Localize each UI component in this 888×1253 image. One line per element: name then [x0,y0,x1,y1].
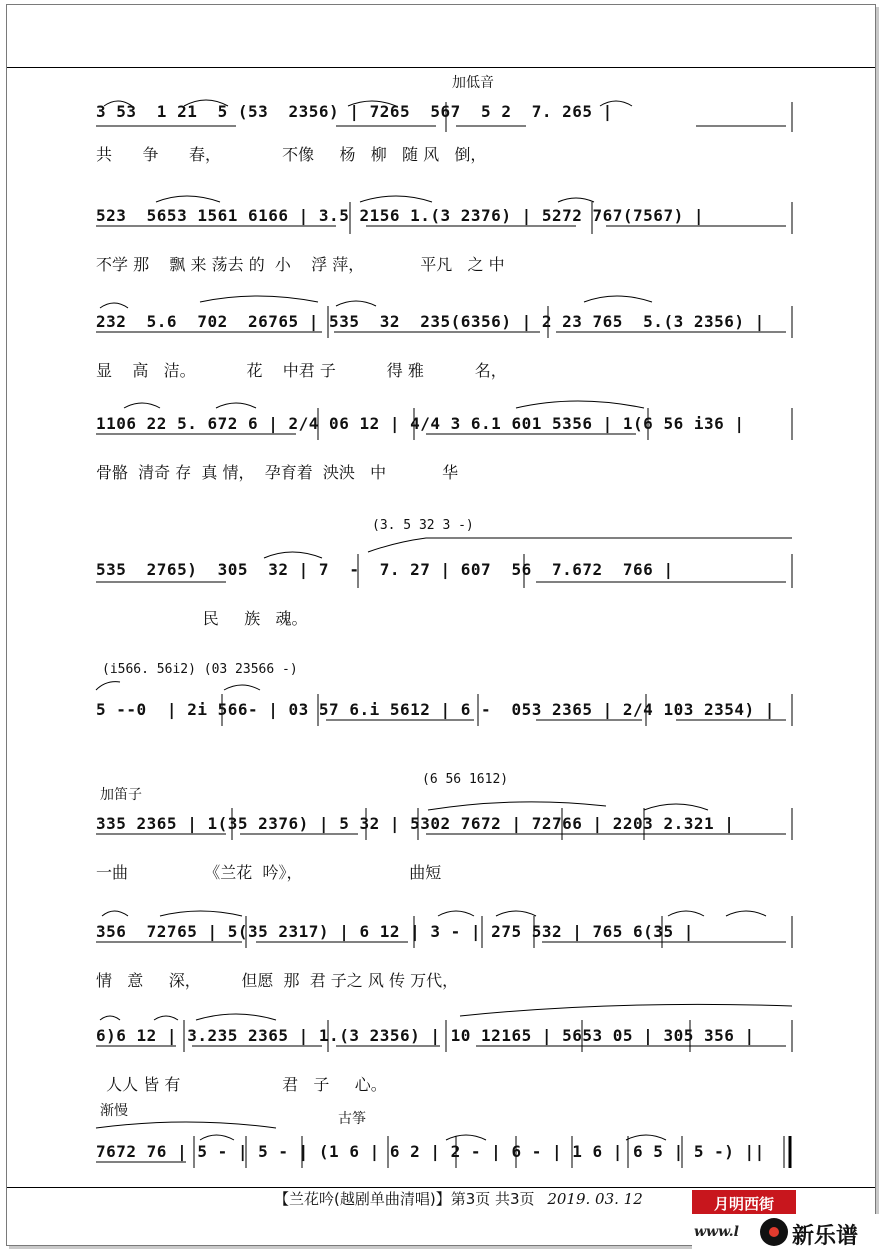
music-system-9 [96,1010,796,1094]
system-8-lyrics: 情 意 深， 但愿 那 君 子之 风 传 万代， [96,971,459,990]
footer-logo: 月明西街 [692,1190,796,1218]
system-3-notes: 232 5.6 702 26765 | 535 32 235(6356) | 2 23 765 5.(3 2356) | [96,312,765,331]
annotation-bass-voice: 加低音 [452,75,494,91]
system-8-notes: 356 72765 | 5(35 2317) | 6 12 | 3 - | 275 532 | 765 6(35 | [96,922,694,941]
system-7-lyrics: 一曲 《兰花 吟》， 曲短 [96,863,442,882]
watermark [692,1214,886,1252]
annotation-slow-down: 渐慢 [100,1103,128,1119]
footer-date: 2019. 03. 12 [547,1190,643,1208]
footer-text [274,1188,643,1209]
music-system-1 [96,96,796,166]
system-1-lyrics: 共 争 春， 不像 杨 柳 随 风 倒， [96,145,487,164]
system-5-notes: 535 2765) 305 32 | 7 - 7. 27 | 607 56 7.672 766 | [96,560,674,579]
system-1-notes: 3 53 1 21 5 (53 2356) | 7265 567 5 2 7. 265 | [96,102,613,121]
vinyl-disc-icon [760,1218,788,1246]
system-5-lyrics: 民 族 魂。 [96,609,308,628]
system-2-lyrics: 不学 那 飘 来 荡去 的 小 浮 萍， 平凡 之 中 [96,255,505,274]
system-7-prefix: (6 56 1612) [422,772,509,787]
system-9-lyrics: 人人 皆 有 君 子 心。 [96,1075,387,1094]
system-6-notes: 5 --0 | 2i 566- | 03 57 6.i 5612 | 6 - 053 2365 | 2/4 103 2354) | [96,700,775,719]
annotation-add-flute: 加笛子 [100,787,142,803]
system-4-lyrics: 骨骼 清奇 存 真 情， 孕育着 泱泱 中 华 [96,463,459,482]
watermark-site-name: 新乐谱 [792,1224,859,1249]
watermark-url: www.l [694,1224,739,1240]
music-system-8 [96,906,796,990]
music-system-2 [96,196,796,272]
system-5-prefix: (3. 5 32 3 -) [372,518,474,533]
footer-title: 【兰花吟(越剧单曲清唱)】第3页 共3页 [274,1190,535,1208]
system-3-lyrics: 显 高 洁。 花 中君 子 得 雅 名， [96,361,507,380]
system-10-notes: 7672 76 | 5 - | 5 - | (1 6 | 6 2 | 2 - | 6 - | 1 6 | 6 5 | 5 -) || [96,1142,765,1161]
music-system-10 [96,1124,796,1180]
music-system-7 [96,770,796,880]
music-system-4 [96,398,796,482]
music-system-5 [96,516,796,626]
annotation-guzheng: 古筝 [338,1111,366,1127]
system-4-notes: 1106 22 5. 672 6 | 2/4 06 12 | 4/4 3 6.1 601 5356 | 1(6 56 i36 | [96,414,745,433]
system-9-notes: 6)6 12 | 3.235 2365 | 1.(3 2356) | 10 12165 | 5653 05 | 305 356 | [96,1026,755,1045]
top-rule [7,67,875,68]
music-system-3 [96,296,796,380]
system-7-notes: 335 2365 | 1(35 2376) | 5 32 | 5302 7672 | 72766 | 2203 2.321 | [96,814,735,833]
music-system-6 [96,660,796,740]
system-2-notes: 523 5653 1561 6166 | 3.5 2156 1.(3 2376) | 5272 767(7567) | [96,206,704,225]
system-6-prefix: (i566. 56i2) (03 23566 -) [102,662,298,677]
